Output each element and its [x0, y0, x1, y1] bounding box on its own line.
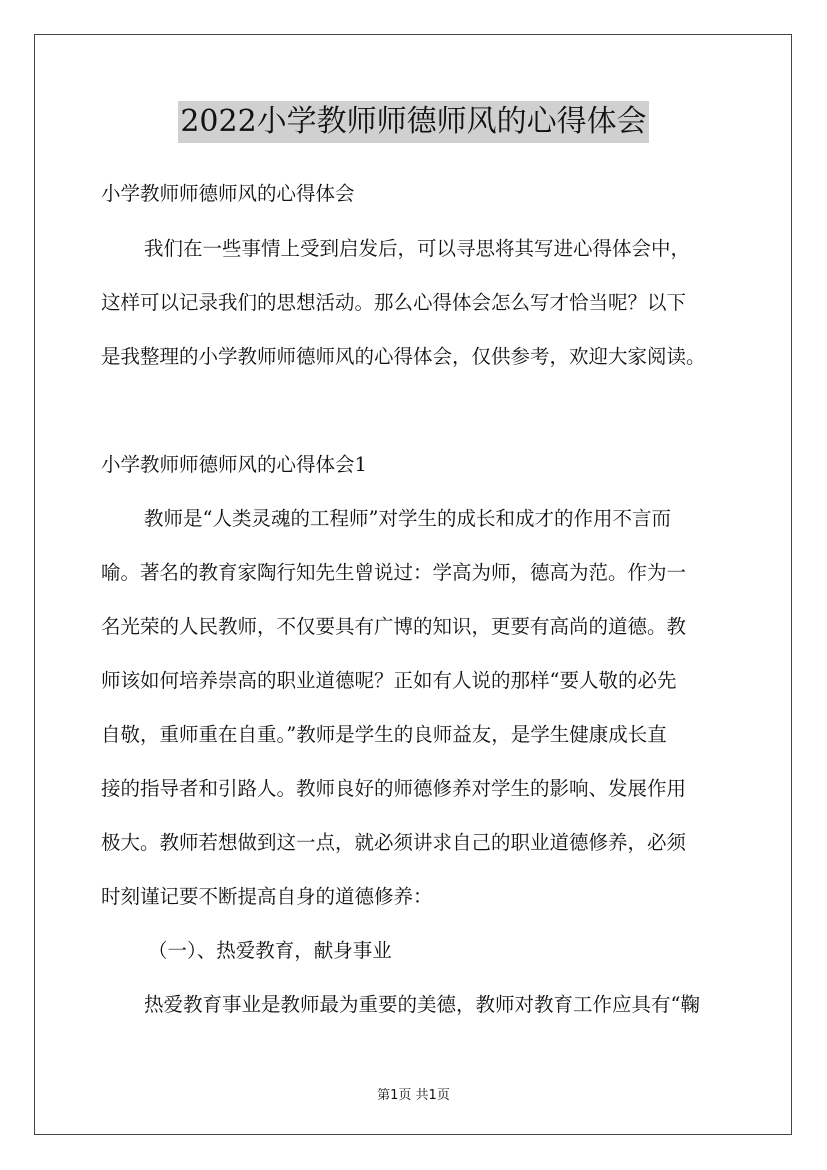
body-line-1: 教师是“人类灵魂的工程师”对学生的成长和成才的作用不言而 [144, 507, 671, 530]
body-line-2: 喻。著名的教育家陶行知先生曾说过：学高为师，德高为范。作为一 [101, 561, 687, 584]
intro-line-1: 我们在一些事情上受到启发后，可以寻思将其写进心得体会中， [144, 237, 691, 260]
document-title: 2022小学教师师德师风的心得体会 [178, 101, 648, 143]
body-line-6: 接的指导者和引路人。教师良好的师德修养对学生的影响、发展作用 [101, 777, 687, 800]
section-heading: 小学教师师德师风的心得体会1 [101, 453, 367, 476]
body-line-3: 名光荣的人民教师，不仅要具有广博的知识，更要有高尚的道德。教 [101, 615, 687, 638]
intro-line-2: 这样可以记录我们的思想活动。那么心得体会怎么写才恰当呢？以下 [101, 291, 687, 314]
body-line-5: 自敬，重师重在自重。”教师是学生的良师益友，是学生健康成长直 [101, 723, 667, 746]
body-line-7: 极大。教师若想做到这一点，就必须讲求自己的职业道德修养，必须 [101, 831, 687, 854]
document-subtitle: 小学教师师德师风的心得体会 [101, 182, 355, 205]
body-line-4: 师该如何培养崇高的职业道德呢？正如有人说的那样“要人敬的必先 [101, 669, 677, 692]
last-line: 热爱教育事业是教师最为重要的美德，教师对教育工作应具有“鞠 [144, 993, 700, 1016]
page-footer: 第1页 共1页 [377, 1088, 450, 1103]
intro-line-3: 是我整理的小学教师师德师风的心得体会，仅供参考，欢迎大家阅读。 [101, 345, 706, 368]
title-container [0, 101, 827, 143]
sub-heading: （一）、热爱教育，献身事业 [148, 939, 392, 962]
body-line-8: 时刻谨记要不断提高自身的道德修养： [101, 885, 433, 908]
